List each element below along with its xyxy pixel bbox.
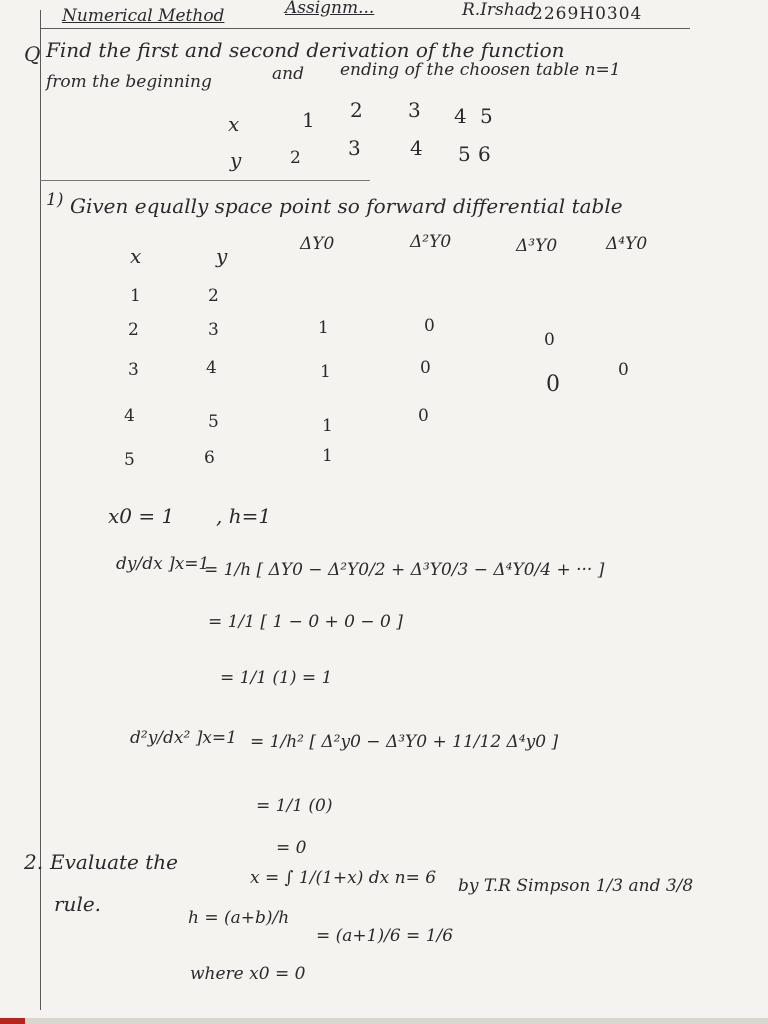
- table-cell-x: 2: [128, 320, 139, 340]
- x0-value: x0 = 1: [108, 504, 175, 528]
- solution-intro: Given equally space point so forward differential table: [70, 194, 623, 218]
- roll-number: 2269H0304: [532, 4, 643, 24]
- question-marker: Q: [24, 42, 41, 66]
- second-derivative-lhs: d²y/dx² ]x=1: [130, 728, 237, 748]
- h-value: , h=1: [216, 504, 272, 528]
- question-line-2a: from the beginning: [46, 72, 212, 92]
- table-cell-y: 4: [206, 358, 217, 378]
- table-cell-x: 3: [128, 360, 139, 380]
- question-2-method: by T.R Simpson 1/3 and 3/8: [458, 876, 694, 896]
- table-cell-x: 1: [130, 286, 141, 306]
- table-cell-y: 2: [208, 286, 219, 306]
- table-cell-y: 3: [208, 320, 219, 340]
- page-bottom-edge: [0, 1018, 768, 1024]
- second-derivative-formula: = 1/h² [ Δ²y0 − Δ³Y0 + 11/12 Δ⁴y0 ]: [250, 732, 559, 752]
- given-y-value: 2: [290, 148, 301, 168]
- question-2-line-2: rule.: [54, 892, 102, 916]
- table-cell-d1: 1: [318, 318, 329, 338]
- table-cell-d2: 0: [420, 358, 431, 378]
- table-cell-x: 5: [124, 450, 135, 470]
- header-rule: [40, 28, 690, 29]
- table-cell-d1: 1: [322, 416, 333, 436]
- question-line-2c: ending of the choosen table n=1: [340, 60, 621, 80]
- question-line-1: Find the first and second derivation of the function: [46, 38, 565, 62]
- given-x-value: 2: [350, 98, 363, 122]
- first-derivative-formula: = 1/h [ ΔY0 − Δ²Y0/2 + Δ³Y0/3 − Δ⁴Y0/4 + ··· ]: [204, 560, 605, 580]
- table-header-d4: Δ⁴Y0: [606, 234, 648, 254]
- given-y-value: 3: [348, 136, 361, 160]
- table-header-d1: ΔY0: [300, 234, 335, 254]
- table-cell-d2: 0: [418, 406, 429, 426]
- table-cell-d3: 0: [544, 330, 555, 350]
- section-rule: [40, 180, 370, 181]
- table-cell-d4: 0: [618, 360, 629, 380]
- table-cell-d1: 1: [322, 446, 333, 466]
- given-x-value: 1: [302, 108, 315, 132]
- given-y-value: 4: [410, 136, 423, 160]
- given-x-value: 3: [408, 98, 421, 122]
- table-cell-x: 4: [124, 406, 135, 426]
- table-header-d2: Δ²Y0: [410, 232, 452, 252]
- given-x-value: 4: [454, 104, 467, 128]
- solution-number: 1): [46, 190, 64, 210]
- given-y-value: 6: [478, 142, 491, 166]
- step-size-value: = (a+1)/6 = 1/6: [316, 926, 454, 946]
- student-name: R.Irshad: [462, 0, 536, 20]
- first-derivative-step-1: = 1/1 [ 1 − 0 + 0 − 0 ]: [208, 612, 403, 632]
- first-derivative-step-2: = 1/1 (1) = 1: [220, 668, 333, 688]
- table-cell-y: 6: [204, 448, 215, 468]
- question-2-integral: x = ∫ 1/(1+x) dx n= 6: [250, 868, 437, 888]
- table-header-y: y: [216, 244, 228, 268]
- table-header-x: x: [130, 244, 142, 268]
- table-cell-d1: 1: [320, 362, 331, 382]
- question-line-2b: and: [272, 64, 304, 84]
- table-header-d3: Δ³Y0: [516, 236, 558, 256]
- given-y-value: 5: [458, 142, 471, 166]
- subject-title: Numerical Method: [62, 6, 225, 26]
- table-cell-d2: 0: [424, 316, 435, 336]
- question-2-line-1: Evaluate the: [50, 850, 179, 874]
- second-derivative-step-1: = 1/1 (0): [256, 796, 333, 816]
- step-size-formula: h = (a+b)/h: [188, 908, 290, 928]
- assignment-label: Assignm...: [285, 0, 375, 18]
- table-cell-d3: 0: [546, 372, 560, 397]
- first-derivative-lhs: dy/dx ]x=1: [116, 554, 210, 574]
- question-2-number: 2.: [24, 850, 44, 874]
- given-y-label: y: [230, 148, 242, 172]
- given-x-label: x: [228, 112, 240, 136]
- second-derivative-step-2: = 0: [276, 838, 307, 858]
- table-cell-y: 5: [208, 412, 219, 432]
- initial-x-note: where x0 = 0: [190, 964, 306, 984]
- given-x-value: 5: [480, 104, 493, 128]
